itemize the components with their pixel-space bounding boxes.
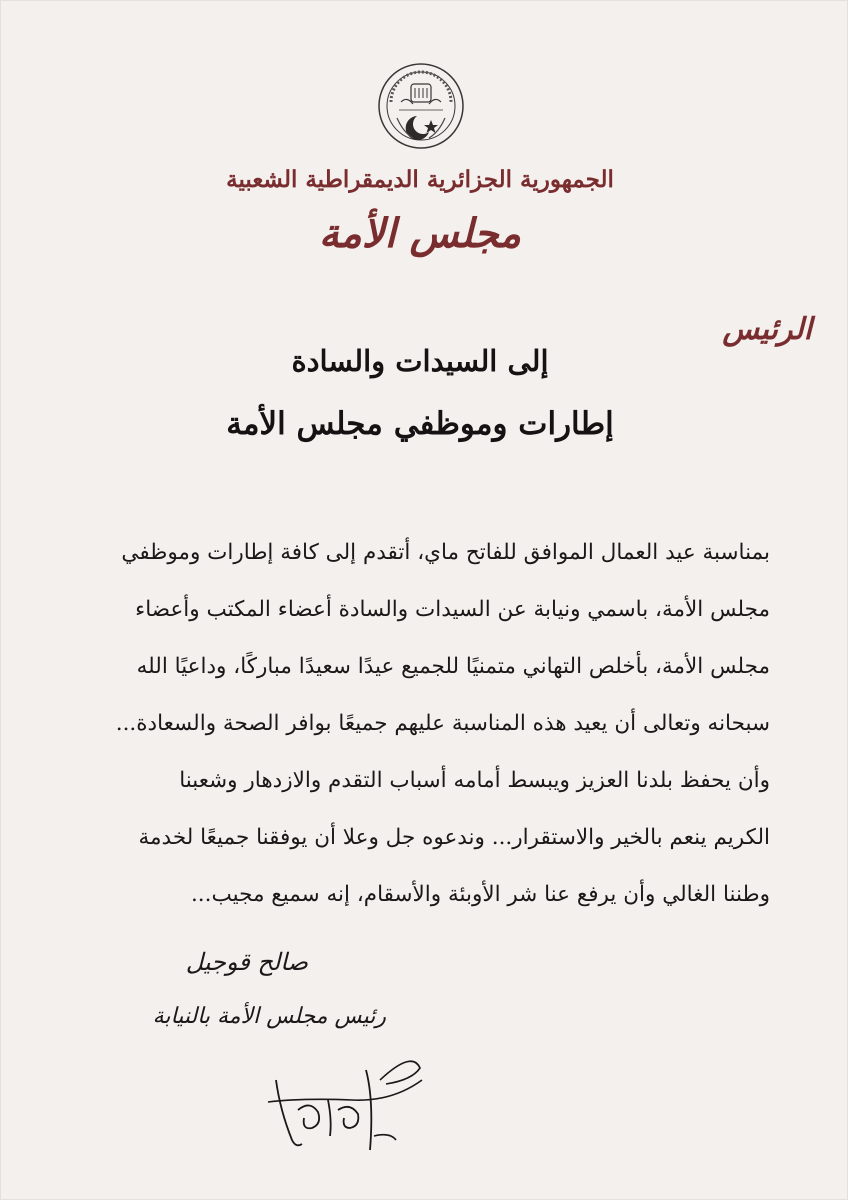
body-line: بمناسبة عيد العمال الموافق للفاتح ماي، أتقدم إلى كافة إطارات وموظفي (121, 540, 770, 565)
handwritten-signature-icon (262, 1040, 432, 1160)
body-line: وطننا الغالي وأن يرفع عنا شر الأوبئة والأسقام، إنه سميع مجيب... (190, 882, 770, 907)
body-line: وأن يحفظ بلدنا العزيز ويبسط أمامه أسباب التقدم والازدهار وشعبنا (179, 768, 770, 793)
addressee-line-1: إلى السيدات والسادة (291, 344, 549, 378)
letter-body (80, 524, 770, 923)
republic-header: الجمهورية الجزائرية الديمقراطية الشعبية (226, 166, 614, 193)
council-header: مجلس الأمة (318, 210, 522, 257)
body-line: مجلس الأمة، باسمي ونيابة عن السيدات والسادة أعضاء المكتب وأعضاء (135, 597, 770, 622)
signer-name: صالح قوجيل (185, 948, 308, 976)
president-label: الرئيس (722, 312, 812, 347)
signer-title: رئيس مجلس الأمة بالنيابة (152, 1004, 386, 1029)
addressee-line-2: إطارات وموظفي مجلس الأمة (226, 406, 614, 442)
body-line: مجلس الأمة، بأخلص التهاني متمنيًا للجميع عيدًا سعيدًا مباركًا، وداعيًا الله (136, 654, 770, 679)
body-line: الكريم ينعم بالخير والاستقرار... وندعوه جل وعلا أن يوفقنا جميعًا لخدمة (138, 825, 770, 850)
state-emblem-icon (377, 62, 465, 150)
body-line: سبحانه وتعالى أن يعيد هذه المناسبة عليهم جميعًا بوافر الصحة والسعادة... (115, 711, 770, 736)
